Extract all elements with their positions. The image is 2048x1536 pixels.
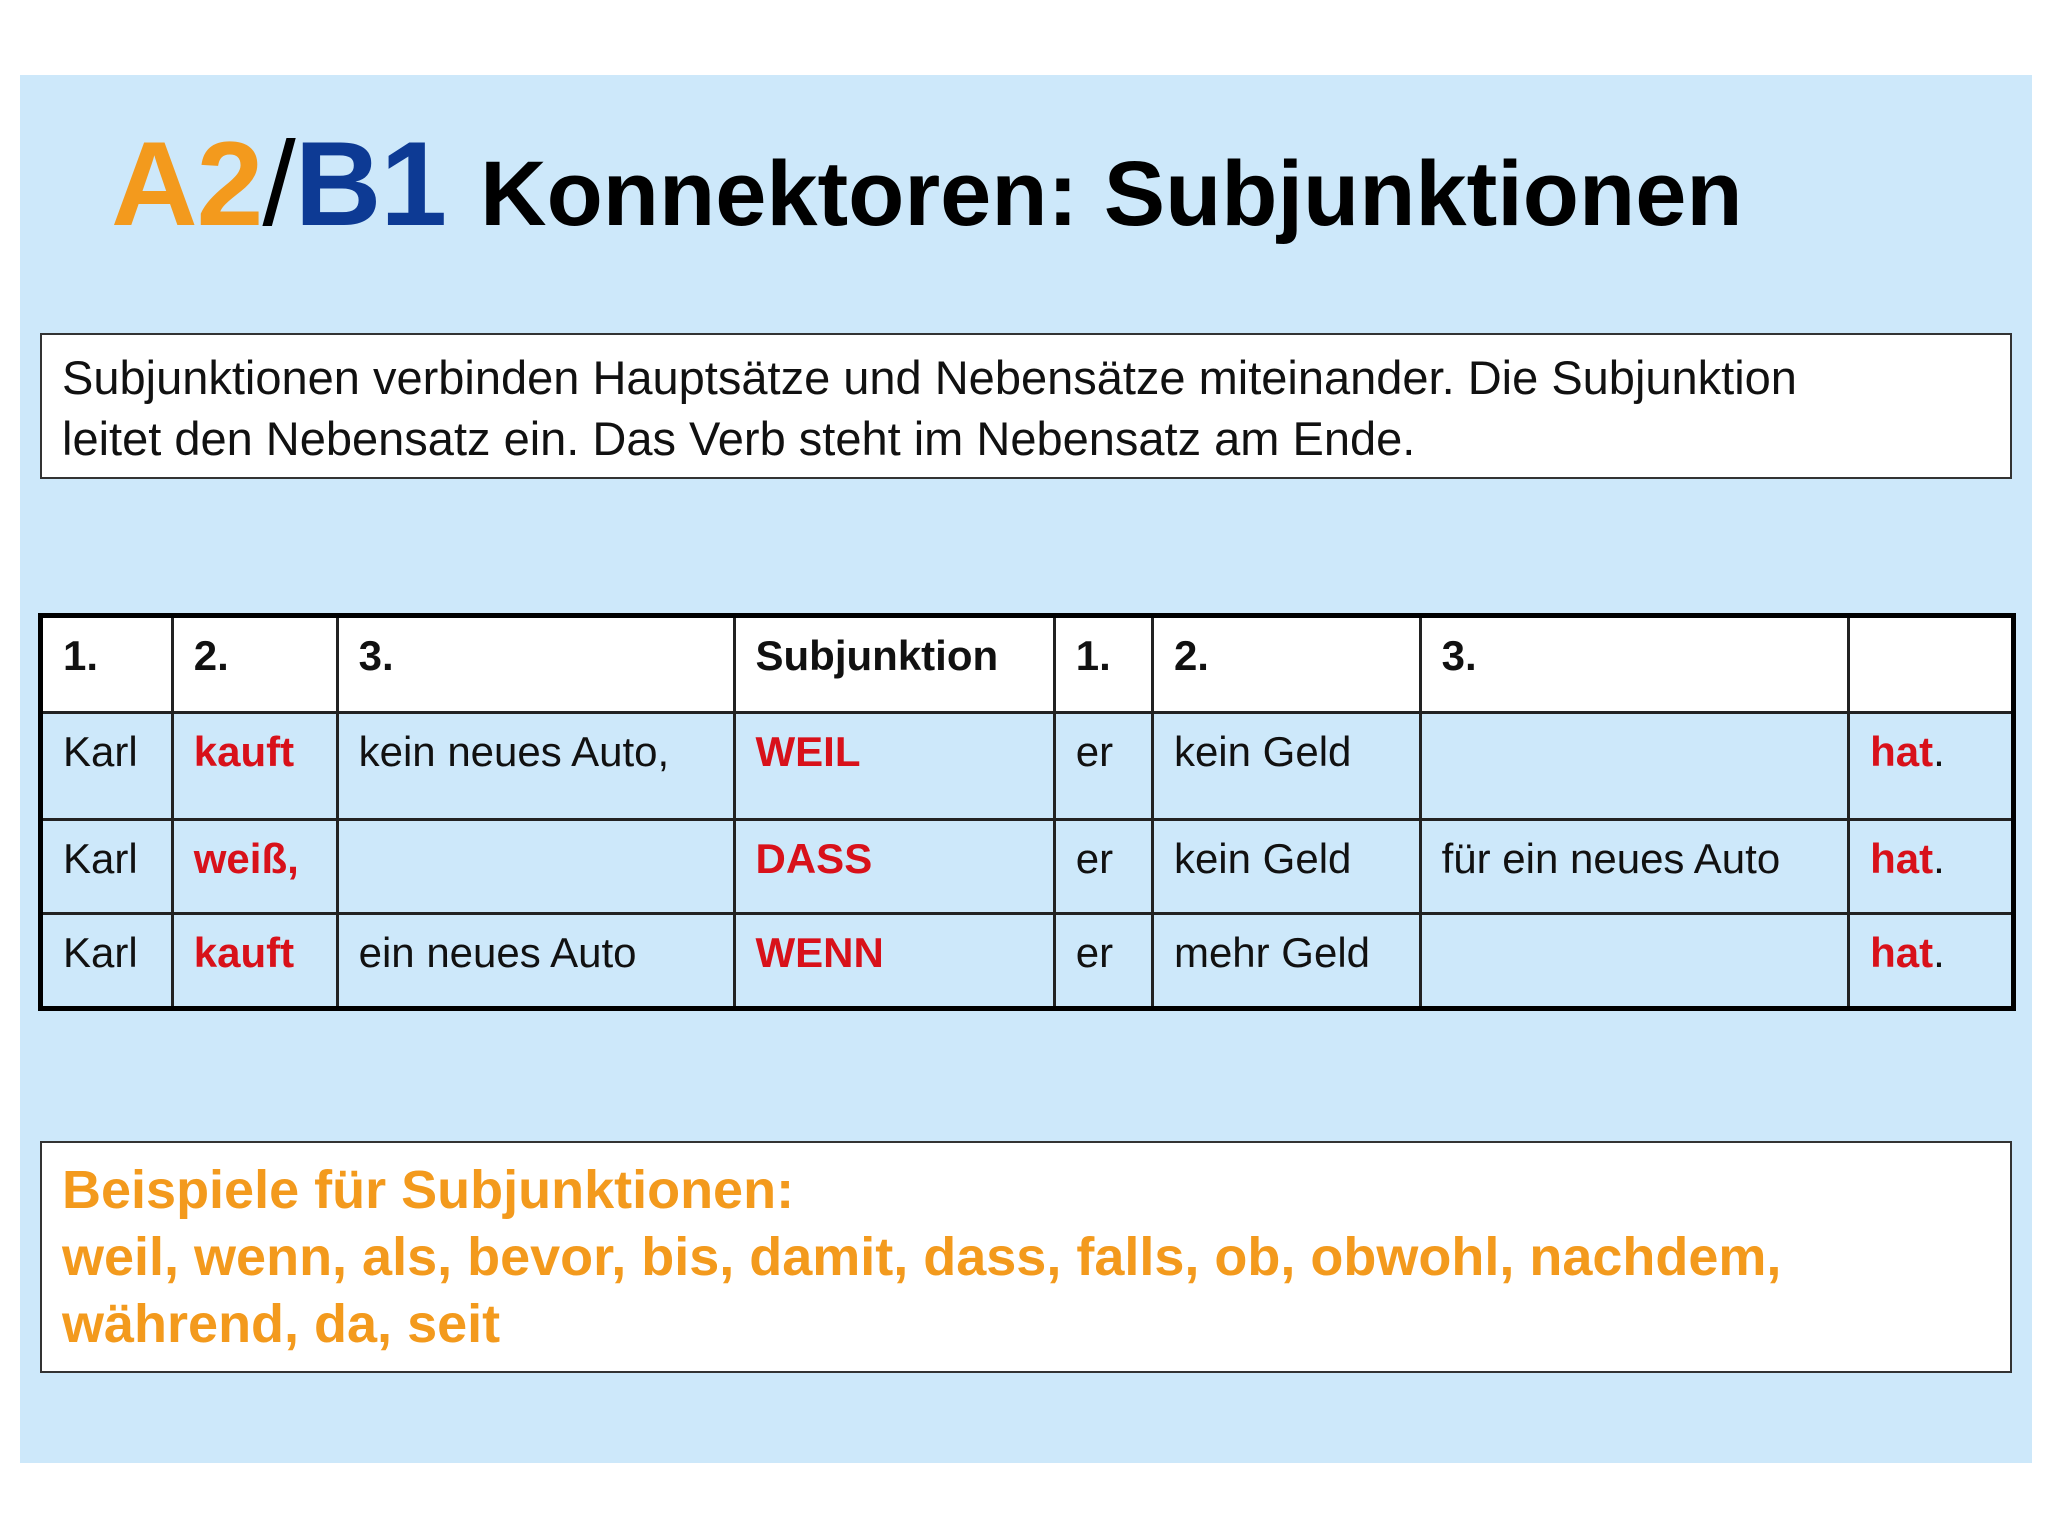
final-verb: hat xyxy=(1870,834,1934,882)
subject-cell: Karl xyxy=(41,819,173,914)
sub-object-cell: kein Geld xyxy=(1152,712,1420,819)
page-title xyxy=(111,115,1743,255)
sub-extra-cell xyxy=(1420,914,1849,1009)
header-cell: 1. xyxy=(1054,616,1152,713)
header-cell: 3. xyxy=(337,616,734,713)
object-cell xyxy=(337,819,734,914)
final-verb-cell xyxy=(1849,712,2014,819)
header-cell-subjunktion: Subjunktion xyxy=(734,616,1054,713)
sub-subject-cell: er xyxy=(1054,712,1152,819)
verb-cell: kauft xyxy=(172,914,337,1009)
object-cell: ein neues Auto xyxy=(337,914,734,1009)
header-cell: 3. xyxy=(1420,616,1849,713)
object-cell: kein neues Auto, xyxy=(337,712,734,819)
final-verb-cell xyxy=(1849,914,2014,1009)
header-cell: 2. xyxy=(1152,616,1420,713)
title-text: Konnektoren: Subjunktionen xyxy=(480,143,1743,245)
title-slash: / xyxy=(262,117,295,251)
header-cell: 2. xyxy=(172,616,337,713)
final-punct: . xyxy=(1933,727,1945,775)
table-row xyxy=(41,914,2014,1009)
subject-cell: Karl xyxy=(41,712,173,819)
subjunktion-cell: DASS xyxy=(734,819,1054,914)
sub-extra-cell: für ein neues Auto xyxy=(1420,819,1849,914)
examples-box xyxy=(40,1141,2012,1373)
subject-cell: Karl xyxy=(41,914,173,1009)
slide xyxy=(20,75,2032,1463)
final-verb-cell xyxy=(1849,819,2014,914)
header-cell: 1. xyxy=(41,616,173,713)
table-row xyxy=(41,712,2014,819)
examples-heading: Beispiele für Subjunktionen: xyxy=(62,1160,795,1220)
verb-cell: weiß, xyxy=(172,819,337,914)
intro-line-2: leitet den Nebensatz ein. Das Verb steht im Nebensatz am Ende. xyxy=(62,412,1416,465)
final-verb: hat xyxy=(1870,727,1934,775)
header-cell-empty xyxy=(1849,616,2014,713)
sub-subject-cell: er xyxy=(1054,914,1152,1009)
sub-subject-cell: er xyxy=(1054,819,1152,914)
level-b1-label: B1 xyxy=(294,117,447,251)
examples-line-1: weil, wenn, als, bevor, bis, damit, dass, falls, ob, obwohl, nachdem, xyxy=(62,1227,1782,1287)
sub-object-cell: mehr Geld xyxy=(1152,914,1420,1009)
verb-cell: kauft xyxy=(172,712,337,819)
grammar-table xyxy=(38,613,2016,1011)
level-a2-label: A2 xyxy=(111,117,263,251)
examples-line-2: während, da, seit xyxy=(62,1294,501,1354)
subjunktion-cell: WEIL xyxy=(734,712,1054,819)
final-punct: . xyxy=(1933,929,1945,977)
sub-object-cell: kein Geld xyxy=(1152,819,1420,914)
intro-box xyxy=(40,333,2012,479)
subjunktion-cell: WENN xyxy=(734,914,1054,1009)
sub-extra-cell xyxy=(1420,712,1849,819)
table-row xyxy=(41,819,2014,914)
final-verb: hat xyxy=(1870,929,1934,977)
table-header-row xyxy=(41,616,2014,713)
intro-line-1: Subjunktionen verbinden Hauptsätze und Nebensätze miteinander. Die Subjunktion xyxy=(62,351,1797,404)
final-punct: . xyxy=(1933,834,1945,882)
